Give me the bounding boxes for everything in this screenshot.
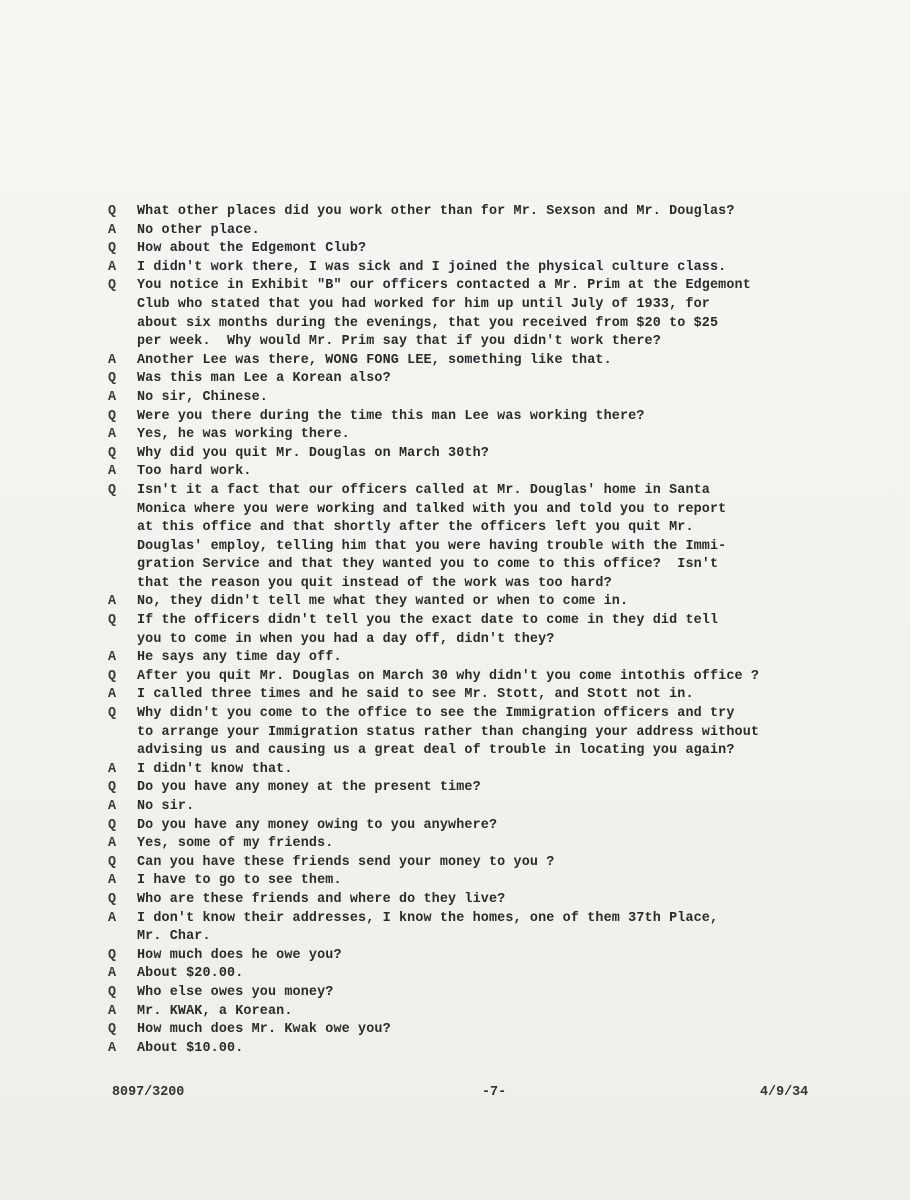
question-entry — [108, 445, 868, 464]
speaker-label: A — [108, 873, 117, 889]
speaker-label: A — [108, 389, 117, 405]
question-entry — [108, 947, 868, 966]
answer-entry — [108, 761, 868, 780]
question-entry — [108, 984, 868, 1003]
speaker-label: A — [108, 259, 117, 275]
interrogation-transcript — [108, 203, 868, 1058]
speaker-label: Q — [108, 482, 117, 498]
answer-text: About $20.00. — [137, 966, 244, 982]
question-entry — [108, 482, 868, 594]
question-entry — [108, 277, 868, 351]
question-entry — [108, 668, 868, 687]
answer-text: Mr. KWAK, a Korean. — [137, 1003, 293, 1019]
speaker-label: Q — [108, 817, 117, 833]
speaker-label: A — [108, 222, 117, 238]
speaker-label: A — [108, 650, 117, 666]
question-text: You notice in Exhibit "B" our officers contacted a Mr. Prim at the Edgemont Club who stated that you had worked for him up until July of 1933, for about six months during the evenings, that you received from $20 to $25 per week. Why would Mr. Prim say that if you didn't work there? — [137, 278, 751, 350]
speaker-label: A — [108, 1040, 117, 1056]
answer-entry — [108, 835, 868, 854]
question-text: If the officers didn't tell you the exact date to come in they did tell you to come in when you had a day off, didn't they? — [137, 613, 719, 647]
question-entry — [108, 779, 868, 798]
question-text: After you quit Mr. Douglas on March 30 why didn't you come intothis office ? — [137, 668, 760, 684]
speaker-label: A — [108, 427, 117, 443]
answer-text: I didn't know that. — [137, 761, 293, 777]
speaker-label: Q — [108, 984, 117, 1000]
answer-entry — [108, 1003, 868, 1022]
answer-text: Yes, he was working there. — [137, 427, 350, 443]
answer-entry — [108, 965, 868, 984]
question-text: Were you there during the time this man Lee was working there? — [137, 408, 645, 424]
question-entry — [108, 891, 868, 910]
answer-entry — [108, 910, 868, 947]
question-entry — [108, 705, 868, 761]
question-entry — [108, 203, 868, 222]
page-number: -7- — [482, 1085, 507, 1100]
answer-text: Yes, some of my friends. — [137, 836, 334, 852]
speaker-label: A — [108, 910, 117, 926]
speaker-label: Q — [108, 947, 117, 963]
answer-text: No, they didn't tell me what they wanted or when to come in. — [137, 594, 629, 610]
question-entry — [108, 612, 868, 649]
speaker-label: A — [108, 761, 117, 777]
question-entry — [108, 408, 868, 427]
question-text: How much does Mr. Kwak owe you? — [137, 1022, 391, 1038]
answer-entry — [108, 872, 868, 891]
page-footer — [0, 1085, 910, 1107]
answer-text: I didn't work there, I was sick and I joined the physical culture class. — [137, 259, 727, 275]
answer-text: Another Lee was there, WONG FONG LEE, something like that. — [137, 352, 612, 368]
speaker-label: Q — [108, 613, 117, 629]
question-text: Can you have these friends send your money to you ? — [137, 854, 555, 870]
file-number: 8097/3200 — [112, 1085, 185, 1100]
question-text: Who are these friends and where do they live? — [137, 891, 506, 907]
answer-text: I have to go to see them. — [137, 873, 342, 889]
question-entry — [108, 817, 868, 836]
speaker-label: Q — [108, 780, 117, 796]
question-text: Who else owes you money? — [137, 984, 334, 1000]
question-text: How much does he owe you? — [137, 947, 342, 963]
answer-entry — [108, 426, 868, 445]
question-text: Why didn't you come to the office to see the Immigration officers and try to arrange your Immigration status rather than changing your address without advising us and causing us a great deal of trouble in locating you again? — [137, 706, 760, 759]
speaker-label: Q — [108, 241, 117, 257]
question-text: Was this man Lee a Korean also? — [137, 371, 391, 387]
answer-entry — [108, 222, 868, 241]
speaker-label: A — [108, 799, 117, 814]
answer-text: About $10.00. — [137, 1040, 244, 1056]
speaker-label: A — [108, 1003, 117, 1019]
answer-entry — [108, 389, 868, 408]
question-entry — [108, 1021, 868, 1040]
question-text: Do you have any money at the present time? — [137, 780, 481, 796]
answer-entry — [108, 593, 868, 612]
question-entry — [108, 240, 868, 259]
question-text: How about the Edgemont Club? — [137, 241, 367, 257]
speaker-label: A — [108, 966, 117, 982]
speaker-label: Q — [108, 891, 117, 907]
speaker-label: Q — [108, 668, 117, 684]
speaker-label: A — [108, 352, 117, 368]
speaker-label: A — [108, 594, 117, 610]
answer-entry — [108, 686, 868, 705]
speaker-label: Q — [108, 445, 117, 461]
answer-text: Too hard work. — [137, 464, 252, 480]
speaker-label: Q — [108, 1022, 117, 1038]
answer-entry — [108, 259, 868, 278]
answer-text: I don't know their addresses, I know the homes, one of them 37th Place, Mr. Char. — [137, 910, 719, 945]
question-text: Isn't it a fact that our officers called at Mr. Douglas' home in Santa Monica where you were working and talked with you and told you to report at this office and that shortly after the officers left you quit Mr. Douglas' employ, telling him that you were having trouble with the Immi- gration Service and that they wanted you to come to this office? Isn't that the reason you quit instead of the work was too hard? — [137, 482, 727, 591]
speaker-label: Q — [108, 278, 117, 294]
answer-text: No sir, Chinese. — [137, 389, 268, 405]
speaker-label: Q — [108, 854, 117, 870]
speaker-label: A — [108, 687, 117, 703]
speaker-label: A — [108, 464, 117, 480]
speaker-label: A — [108, 836, 117, 852]
answer-text: He says any time day off. — [137, 650, 342, 666]
answer-entry — [108, 1040, 868, 1059]
speaker-label: Q — [108, 706, 117, 722]
answer-entry — [108, 463, 868, 482]
document-date: 4/9/34 — [760, 1085, 809, 1100]
answer-entry — [108, 352, 868, 371]
question-text: Do you have any money owing to you anywhere? — [137, 817, 498, 833]
speaker-label: Q — [108, 408, 117, 424]
question-entry — [108, 370, 868, 389]
answer-text: No sir. — [137, 799, 195, 814]
answer-text: No other place. — [137, 222, 260, 238]
question-text: Why did you quit Mr. Douglas on March 30th? — [137, 445, 489, 461]
question-entry — [108, 854, 868, 873]
answer-text: I called three times and he said to see Mr. Stott, and Stott not in. — [137, 687, 694, 703]
speaker-label: Q — [108, 371, 117, 387]
answer-entry — [108, 798, 868, 817]
answer-entry — [108, 649, 868, 668]
question-text: What other places did you work other than for Mr. Sexson and Mr. Douglas? — [137, 204, 735, 219]
speaker-label: Q — [108, 204, 117, 219]
